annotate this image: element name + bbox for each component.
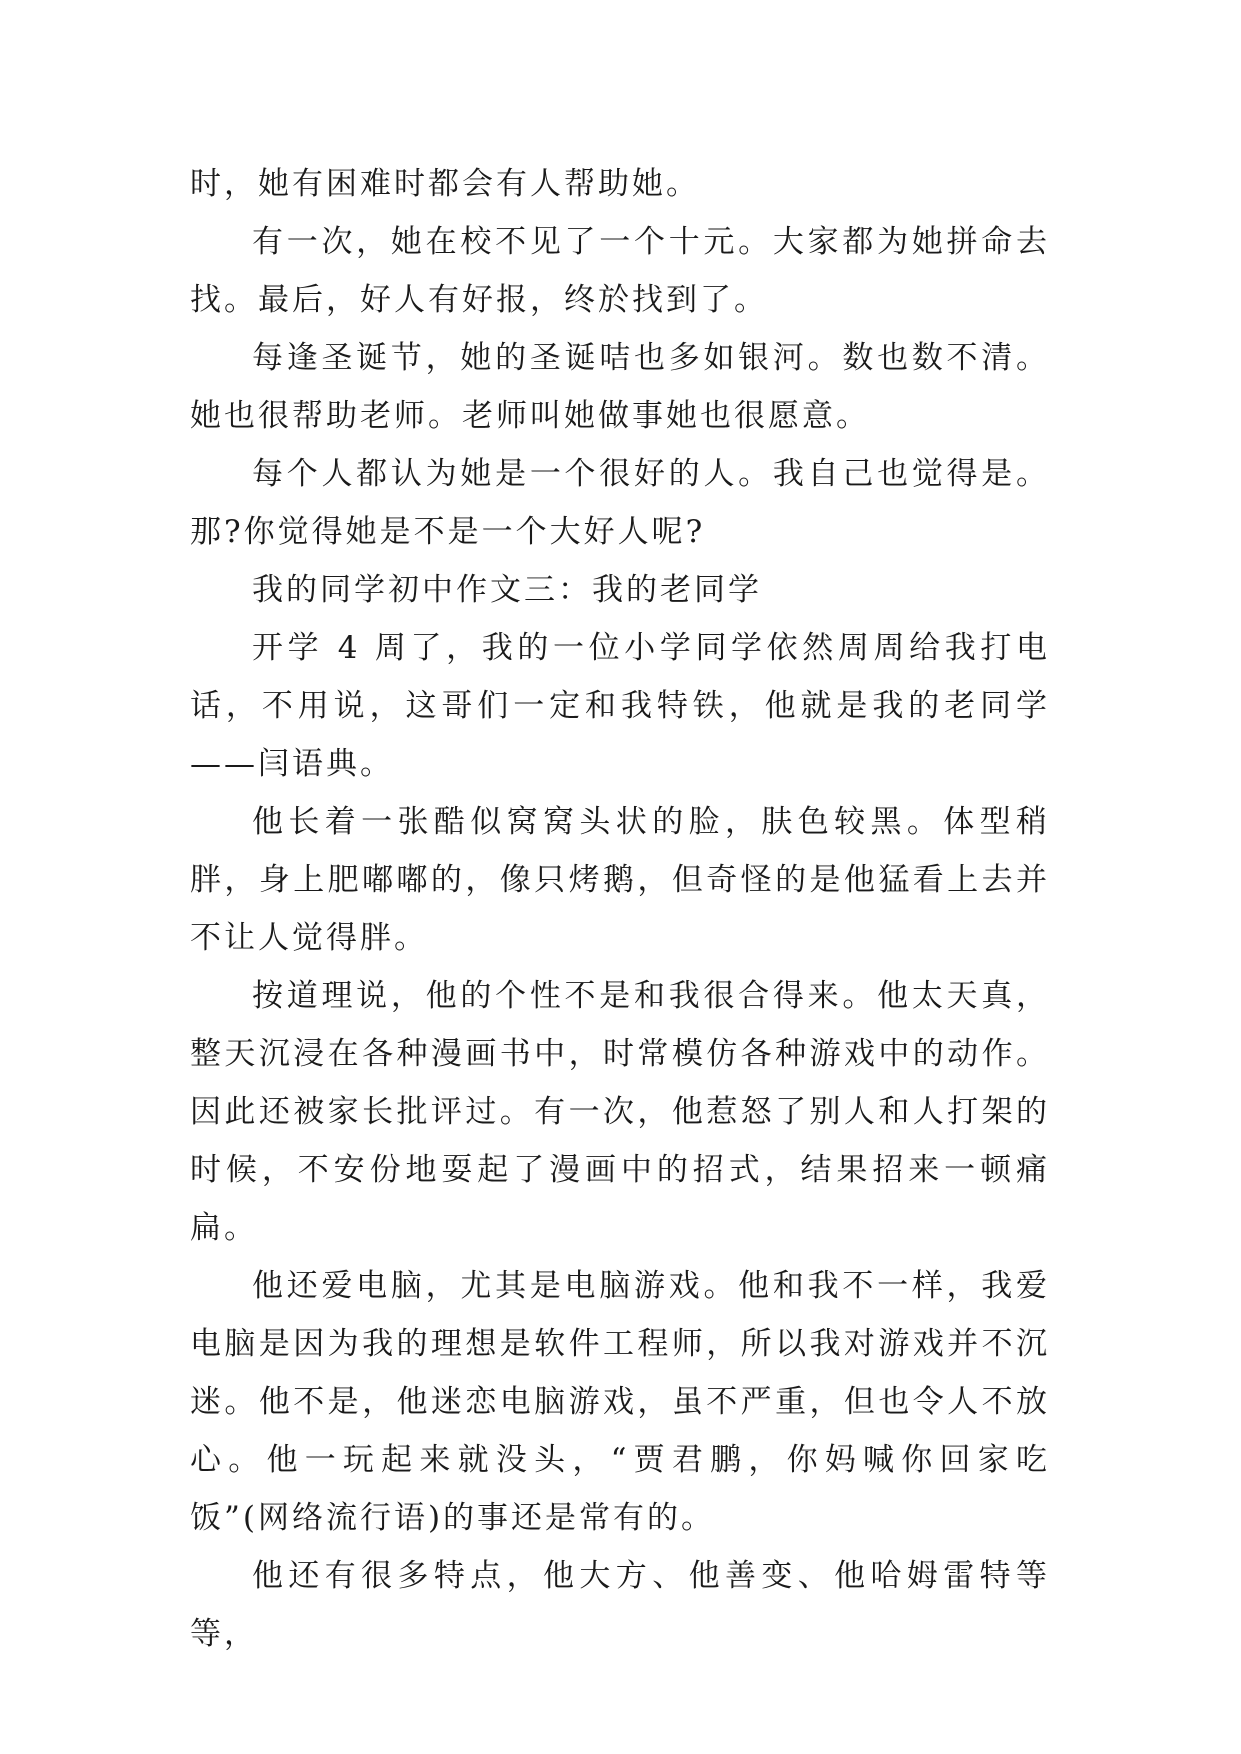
paragraph: 时，她有困难时都会有人帮助她。: [190, 166, 700, 202]
paragraph: 他还有很多特点，他大方、他善变、他哈姆雷特等等，: [190, 1558, 1050, 1652]
paragraph: 每个人都认为她是一个很好的人。我自己也觉得是。那?你觉得她是不是一个大好人呢?: [190, 456, 1050, 550]
paragraph: 每逢圣诞节，她的圣诞咭也多如银河。数也数不清。她也很帮助老师。老师叫她做事她也很愿意。: [190, 340, 1050, 434]
paragraph: 开学 4 周了，我的一位小学同学依然周周给我打电话，不用说，这哥们一定和我特铁，他就是我的老同学——闫语典。: [190, 630, 1050, 782]
section-heading: 我的同学初中作文三：我的老同学: [252, 572, 762, 608]
paragraph: 他长着一张酷似窝窝头状的脸，肤色较黑。体型稍胖，身上肥嘟嘟的，像只烤鹅，但奇怪的是他猛看上去并不让人觉得胖。: [190, 804, 1050, 956]
paragraph: 他还爱电脑，尤其是电脑游戏。他和我不一样，我爱电脑是因为我的理想是软件工程师，所以我对游戏并不沉迷。他不是，他迷恋电脑游戏，虽不严重，但也令人不放心。他一玩起来就没头，“贾君鹏，你妈喊你回家吃饭”(网络流行语)的事还是常有的。: [190, 1268, 1050, 1536]
document-body: [190, 155, 1050, 1663]
paragraph: 有一次，她在校不见了一个十元。大家都为她拼命去找。最后，好人有好报，终於找到了。: [190, 224, 1050, 318]
paragraph: 按道理说，他的个性不是和我很合得来。他太天真，整天沉浸在各种漫画书中，时常模仿各种游戏中的动作。因此还被家长批评过。有一次，他惹怒了别人和人打架的时候，不安份地耍起了漫画中的招式，结果招来一顿痛扁。: [190, 978, 1050, 1246]
